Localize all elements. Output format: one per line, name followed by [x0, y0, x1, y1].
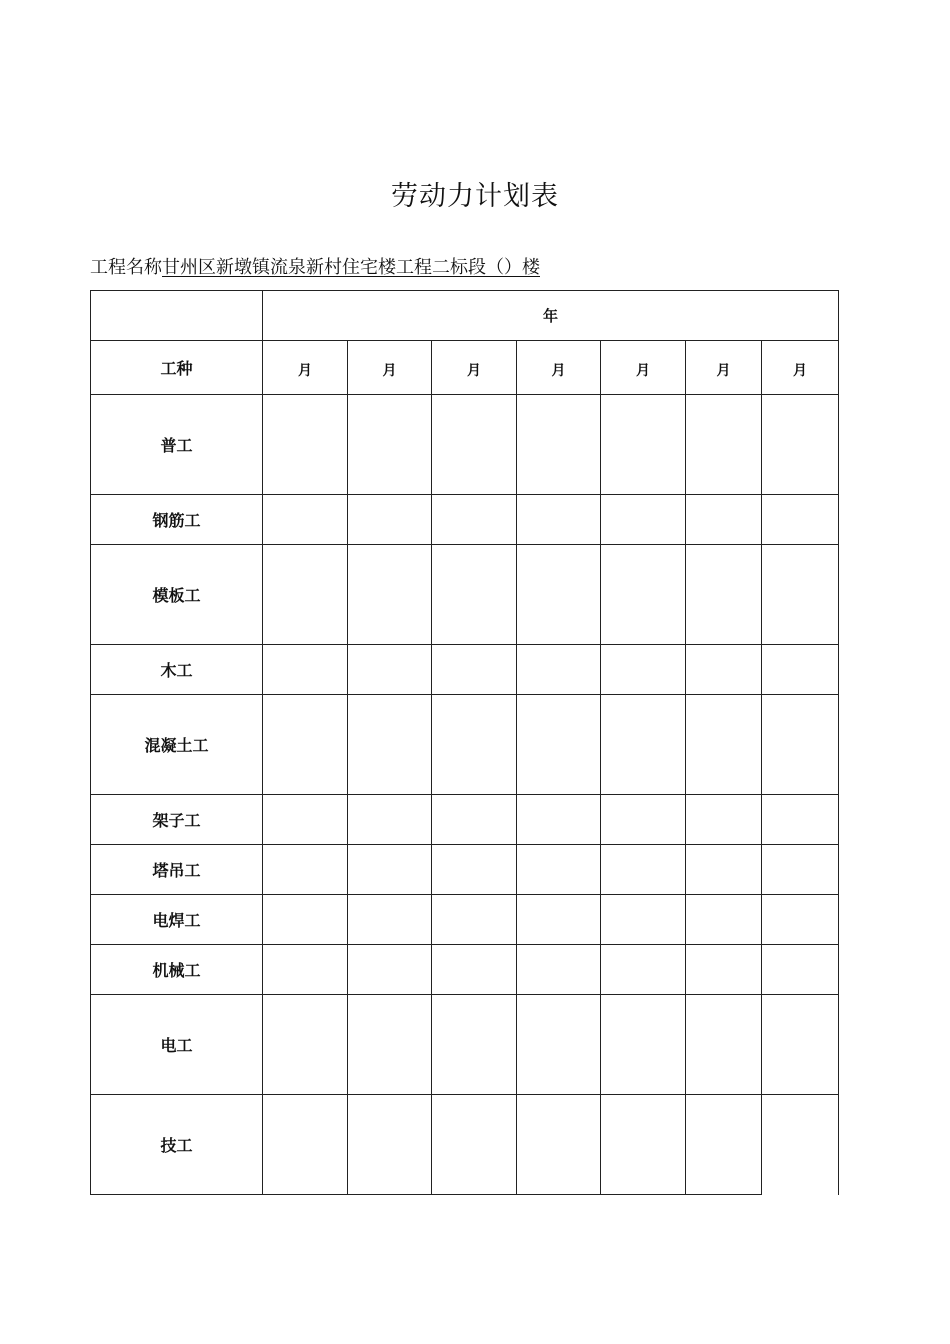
month-value-cell[interactable] — [601, 795, 686, 845]
month-value-cell[interactable] — [263, 695, 348, 795]
month-value-cell[interactable] — [432, 945, 517, 995]
month-value-cell[interactable] — [601, 395, 686, 495]
month-value-cell[interactable] — [686, 995, 762, 1095]
month-value-cell[interactable] — [686, 895, 762, 945]
month-value-cell[interactable] — [348, 945, 432, 995]
table-row — [91, 495, 839, 545]
month-value-cell[interactable] — [263, 795, 348, 845]
month-value-cell[interactable] — [517, 395, 601, 495]
type-header: 工种 — [91, 341, 263, 395]
month-value-cell[interactable] — [517, 895, 601, 945]
month-value-cell[interactable] — [601, 995, 686, 1095]
month-value-cell[interactable] — [686, 695, 762, 795]
month-value-cell[interactable] — [432, 695, 517, 795]
month-header: 月 — [432, 341, 517, 395]
month-value-cell[interactable] — [686, 395, 762, 495]
month-value-cell[interactable] — [762, 495, 839, 545]
worker-type-cell: 普工 — [91, 395, 263, 495]
table-row — [91, 395, 839, 495]
month-value-cell[interactable] — [601, 845, 686, 895]
month-value-cell[interactable] — [762, 795, 839, 845]
month-value-cell[interactable] — [263, 495, 348, 545]
worker-type-cell: 塔吊工 — [91, 845, 263, 895]
month-header: 月 — [517, 341, 601, 395]
month-value-cell[interactable] — [432, 845, 517, 895]
month-value-cell[interactable] — [762, 395, 839, 495]
month-value-cell[interactable] — [762, 695, 839, 795]
month-value-cell[interactable] — [686, 795, 762, 845]
month-value-cell[interactable] — [686, 1095, 762, 1195]
project-name-label: 工程名称 — [90, 257, 162, 278]
month-value-cell[interactable] — [686, 945, 762, 995]
month-value-cell[interactable] — [686, 495, 762, 545]
worker-type-cell: 电工 — [91, 995, 263, 1095]
month-value-cell[interactable] — [517, 645, 601, 695]
month-value-cell[interactable] — [263, 945, 348, 995]
project-name-line — [90, 253, 540, 279]
worker-type-cell: 混凝土工 — [91, 695, 263, 795]
header-row-month — [91, 341, 839, 395]
table-row — [91, 895, 839, 945]
month-value-cell[interactable] — [601, 945, 686, 995]
month-value-cell[interactable] — [601, 1095, 686, 1195]
month-value-cell[interactable] — [348, 1095, 432, 1195]
month-value-cell[interactable] — [348, 795, 432, 845]
month-value-cell[interactable] — [762, 995, 839, 1095]
month-value-cell[interactable] — [601, 545, 686, 645]
month-value-cell[interactable] — [432, 395, 517, 495]
month-value-cell[interactable] — [348, 845, 432, 895]
month-value-cell[interactable] — [348, 995, 432, 1095]
labor-plan-table — [90, 290, 839, 1195]
month-value-cell[interactable] — [348, 545, 432, 645]
month-value-cell[interactable] — [263, 545, 348, 645]
month-value-cell[interactable] — [517, 795, 601, 845]
month-value-cell[interactable] — [686, 845, 762, 895]
month-value-cell[interactable] — [432, 995, 517, 1095]
table-row — [91, 795, 839, 845]
worker-type-cell: 机械工 — [91, 945, 263, 995]
month-value-cell[interactable] — [762, 895, 839, 945]
month-value-cell[interactable] — [601, 695, 686, 795]
month-value-cell[interactable] — [517, 995, 601, 1095]
month-header: 月 — [601, 341, 686, 395]
month-value-cell[interactable] — [263, 1095, 348, 1195]
table-row — [91, 845, 839, 895]
month-value-cell[interactable] — [686, 645, 762, 695]
month-value-cell[interactable] — [432, 645, 517, 695]
month-value-cell[interactable] — [432, 495, 517, 545]
page-title: 劳动力计划表 — [391, 181, 559, 212]
month-value-cell[interactable] — [601, 645, 686, 695]
table-row — [91, 545, 839, 645]
month-value-cell[interactable] — [601, 895, 686, 945]
table-row — [91, 1095, 839, 1195]
month-header: 月 — [762, 341, 839, 395]
border-gap — [786, 1195, 840, 1199]
month-value-cell[interactable] — [517, 545, 601, 645]
month-value-cell[interactable] — [263, 895, 348, 945]
month-value-cell[interactable] — [517, 845, 601, 895]
month-value-cell[interactable] — [517, 495, 601, 545]
month-value-cell[interactable] — [762, 545, 839, 645]
month-value-cell[interactable] — [263, 995, 348, 1095]
month-value-cell[interactable] — [432, 795, 517, 845]
month-value-cell[interactable] — [348, 395, 432, 495]
table-row — [91, 995, 839, 1095]
worker-type-cell: 钢筋工 — [91, 495, 263, 545]
month-value-cell[interactable] — [601, 495, 686, 545]
month-value-cell[interactable] — [348, 695, 432, 795]
month-value-cell[interactable] — [263, 845, 348, 895]
table-row — [91, 945, 839, 995]
worker-type-cell: 电焊工 — [91, 895, 263, 945]
table-row — [91, 645, 839, 695]
month-value-cell[interactable] — [517, 1095, 601, 1195]
month-value-cell[interactable] — [762, 945, 839, 995]
worker-type-cell: 木工 — [91, 645, 263, 695]
month-header: 月 — [348, 341, 432, 395]
year-header: 年 — [263, 291, 839, 341]
table-row — [91, 695, 839, 795]
worker-type-cell: 技工 — [91, 1095, 263, 1195]
month-value-cell[interactable] — [686, 545, 762, 645]
month-value-cell[interactable] — [762, 645, 839, 695]
month-value-cell[interactable] — [517, 695, 601, 795]
month-value-cell[interactable] — [762, 845, 839, 895]
month-value-cell[interactable] — [348, 495, 432, 545]
month-header: 月 — [686, 341, 762, 395]
month-header: 月 — [263, 341, 348, 395]
month-value-cell[interactable] — [263, 395, 348, 495]
worker-type-cell: 架子工 — [91, 795, 263, 845]
header-row-year — [91, 291, 839, 341]
worker-type-cell: 模板工 — [91, 545, 263, 645]
month-value-cell[interactable] — [348, 895, 432, 945]
month-value-cell[interactable] — [432, 895, 517, 945]
month-value-cell[interactable] — [432, 1095, 517, 1195]
month-value-cell[interactable] — [348, 645, 432, 695]
corner-cell — [91, 291, 263, 341]
month-value-cell[interactable] — [517, 945, 601, 995]
month-value-cell[interactable] — [263, 645, 348, 695]
month-value-cell[interactable] — [432, 545, 517, 645]
project-name-value: 甘州区新墩镇流泉新村住宅楼工程二标段（）楼 — [162, 257, 540, 278]
month-value-cell[interactable] — [762, 1095, 839, 1195]
